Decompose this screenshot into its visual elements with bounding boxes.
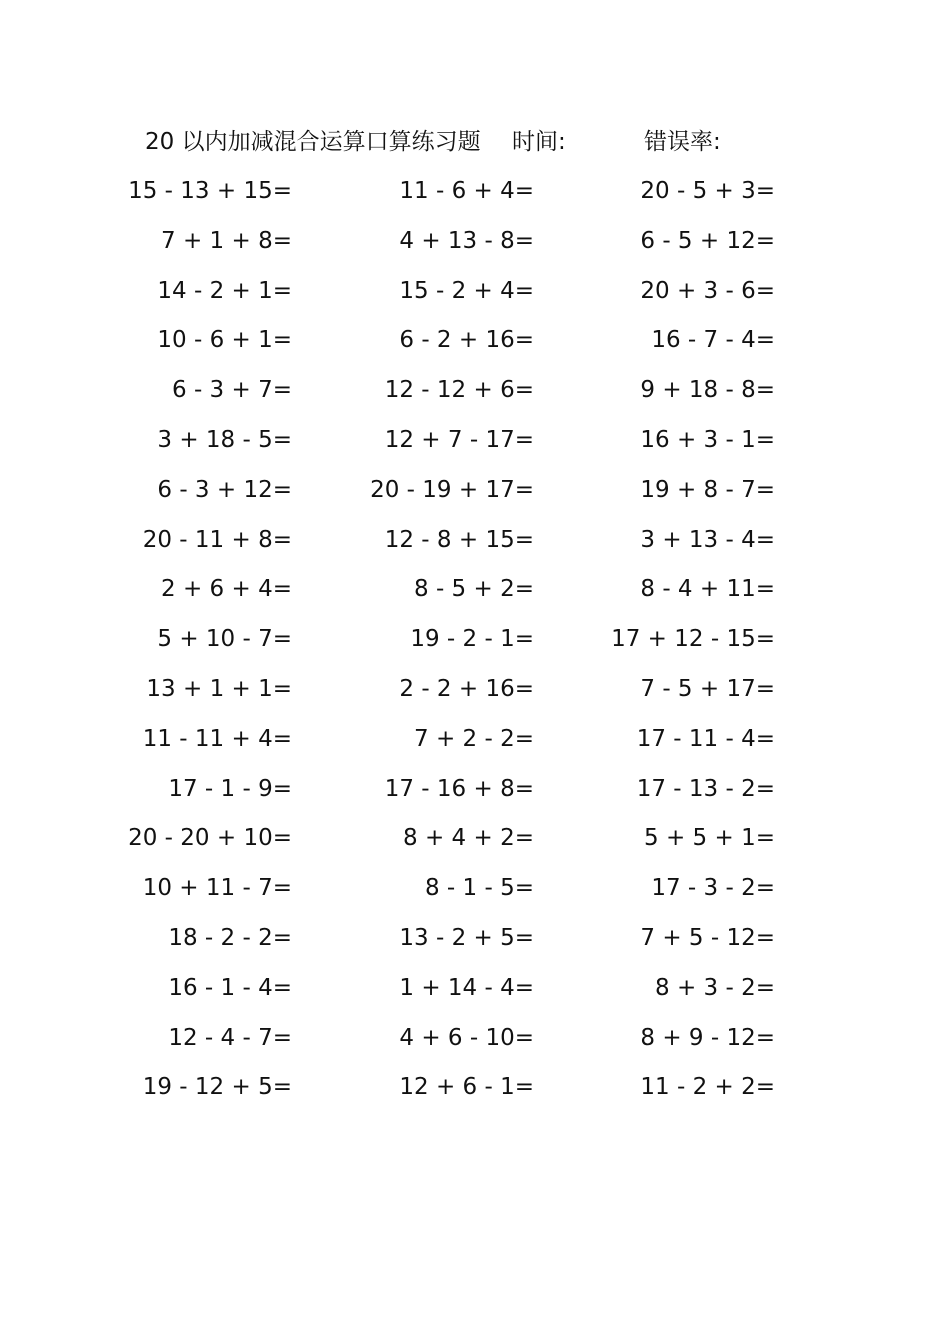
math-problem: 20 - 11 + 8= [142, 526, 292, 553]
math-problem: 19 - 12 + 5= [142, 1074, 292, 1101]
math-problem: 8 + 4 + 2= [403, 825, 534, 852]
math-problem: 15 - 13 + 15= [128, 178, 292, 204]
math-problem: 20 + 3 - 6= [640, 277, 775, 304]
math-problem: 3 + 13 - 4= [640, 526, 775, 553]
math-problem: 19 + 8 - 7= [640, 476, 775, 503]
time-label: 时间: [512, 129, 566, 155]
math-problem: 1 + 14 - 4= [399, 974, 534, 1001]
math-problem: 16 - 1 - 4= [168, 974, 292, 1001]
math-problem: 6 - 3 + 7= [172, 377, 292, 404]
math-problem: 20 - 19 + 17= [370, 476, 534, 503]
math-problem: 5 + 5 + 1= [644, 825, 775, 852]
math-problem: 17 - 11 - 4= [636, 725, 775, 752]
math-problem: 12 + 6 - 1= [399, 1074, 534, 1101]
math-problem: 8 - 1 - 5= [424, 875, 534, 902]
math-problem: 15 - 2 + 4= [399, 277, 534, 304]
math-problem: 16 + 3 - 1= [640, 427, 775, 453]
math-problem: 17 - 13 - 2= [636, 775, 775, 802]
math-problem: 5 + 10 - 7= [157, 626, 292, 653]
math-problem: 2 + 6 + 4= [161, 576, 292, 603]
math-problem: 13 - 2 + 5= [399, 925, 534, 951]
math-problem: 9 + 18 - 8= [640, 377, 775, 404]
math-problem: 8 + 3 - 2= [655, 974, 775, 1001]
math-problem: 6 - 3 + 12= [157, 476, 292, 503]
error-rate-label: 错误率: [644, 129, 721, 155]
math-problem: 2 - 2 + 16= [399, 676, 534, 702]
math-problem: 12 - 12 + 6= [384, 377, 534, 404]
math-problem: 12 - 4 - 7= [168, 1024, 292, 1051]
math-problem: 3 + 18 - 5= [157, 427, 292, 453]
math-problem: 7 - 5 + 17= [640, 676, 775, 702]
math-problem: 7 + 5 - 12= [640, 925, 775, 951]
math-problem: 7 + 2 - 2= [414, 725, 534, 752]
math-problem: 6 - 2 + 16= [399, 327, 534, 354]
math-problem: 4 + 13 - 8= [399, 227, 534, 254]
math-problem: 8 - 5 + 2= [414, 576, 534, 603]
math-problem: 12 + 7 - 17= [384, 427, 534, 453]
math-problem: 12 - 8 + 15= [384, 526, 534, 553]
math-problem: 11 - 11 + 4= [142, 725, 292, 752]
math-problem: 20 - 5 + 3= [640, 178, 775, 204]
math-problem: 8 - 4 + 11= [640, 576, 775, 603]
math-problem: 17 - 16 + 8= [384, 775, 534, 802]
math-problem: 10 + 11 - 7= [142, 875, 292, 902]
math-problem: 10 - 6 + 1= [157, 327, 292, 354]
math-problem: 19 - 2 - 1= [410, 626, 534, 653]
math-problem: 8 + 9 - 12= [640, 1024, 775, 1051]
math-problem: 7 + 1 + 8= [161, 227, 292, 254]
math-problem: 17 - 3 - 2= [651, 875, 775, 902]
math-problem: 14 - 2 + 1= [157, 277, 292, 304]
math-problem: 11 - 2 + 2= [640, 1074, 775, 1101]
math-problem: 17 + 12 - 15= [611, 626, 775, 653]
math-problem: 17 - 1 - 9= [168, 775, 292, 802]
worksheet-title: 20 以内加减混合运算口算练习题 [145, 129, 481, 155]
math-problem: 11 - 6 + 4= [399, 178, 534, 204]
math-problem: 16 - 7 - 4= [651, 327, 775, 354]
math-problem: 13 + 1 + 1= [146, 676, 292, 702]
math-problem: 18 - 2 - 2= [168, 925, 292, 951]
math-problem: 20 - 20 + 10= [128, 825, 292, 852]
math-problem: 6 - 5 + 12= [640, 227, 775, 254]
math-problem: 4 + 6 - 10= [399, 1024, 534, 1051]
